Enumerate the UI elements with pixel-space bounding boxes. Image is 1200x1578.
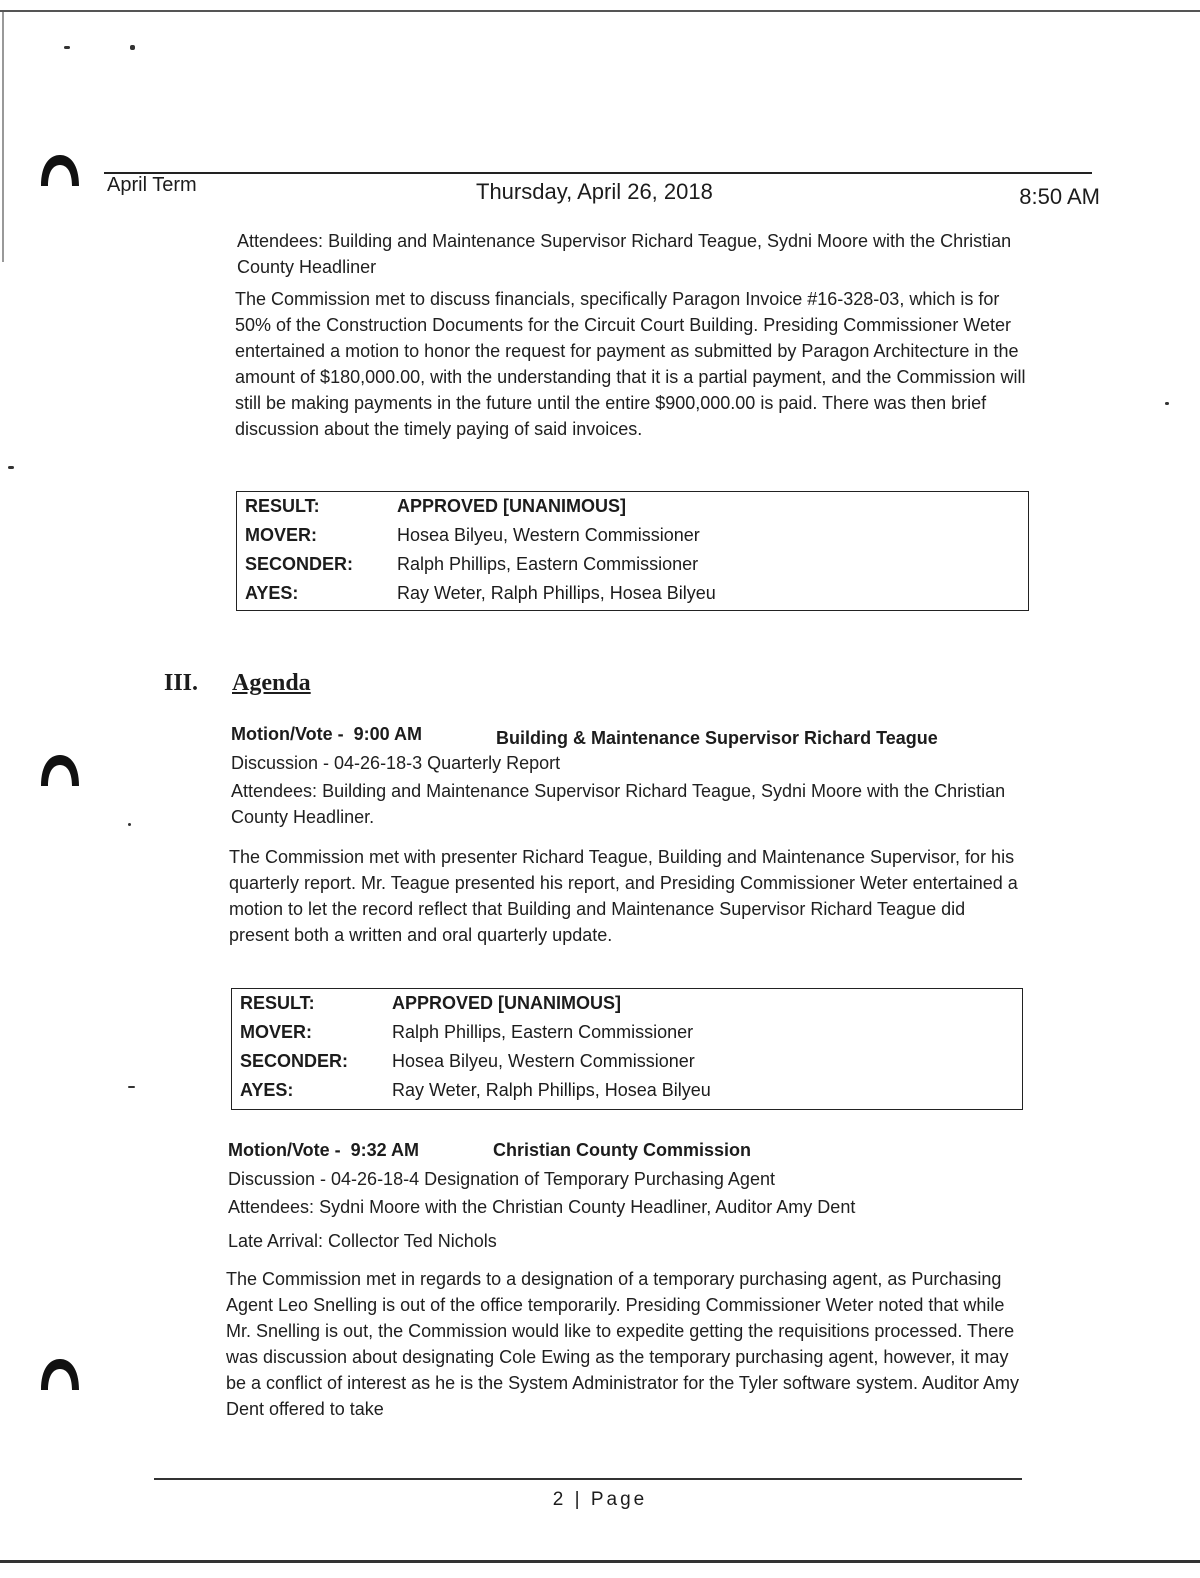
vote-key: AYES: (240, 1080, 294, 1100)
footer-rule (154, 1478, 1022, 1480)
vote-value: Ray Weter, Ralph Phillips, Hosea Bilyeu (397, 583, 716, 603)
vote-row-mover (232, 1018, 1022, 1047)
vote-row-ayes (232, 1076, 1022, 1105)
vote-key: SECONDER: (240, 1051, 349, 1071)
scan-speck (64, 46, 70, 49)
item2-body: The Commission met with presenter Richard Teague, Building and Maintenance Supervisor, for his quarterly report. Mr. Teague presented his report, and Presiding Commissioner Weter entertained a motion to let the record reflect that Building and Maintenance Supervisor Richard Teague did present both a written and oral quarterly update. (229, 847, 1018, 945)
scan-speck (8, 466, 14, 469)
vote-row-result (237, 492, 1028, 521)
vote-key: SECONDER: (245, 554, 354, 574)
vote-key: MOVER: (245, 525, 317, 545)
scan-top-edge (0, 10, 1200, 12)
vote-value: APPROVED [UNANIMOUS] (392, 993, 622, 1013)
item2-attendees: Attendees: Building and Maintenance Supervisor Richard Teague, Sydni Moore with the Christian County Headliner. (231, 781, 1006, 827)
vote-key: AYES: (245, 583, 299, 603)
item3-late-arrival: Late Arrival: Collector Ted Nichols (228, 1231, 497, 1251)
vote-value: Hosea Bilyeu, Western Commissioner (397, 525, 700, 545)
vote-table (236, 491, 1029, 611)
motion-time: 9:00 AM (353, 724, 423, 744)
header-rule (104, 172, 1092, 174)
vote-value: Ralph Phillips, Eastern Commissioner (392, 1022, 694, 1042)
item1-body: The Commission met to discuss financials, specifically Paragon Invoice #16-328-03, which is for 50% of the Construction Documents for the Circuit Court Building. Presiding Commissioner Weter entertained a motion to honor the request for payment as submitted by Paragon Architecture in the amount of $180,000.00, with the understanding that it is a partial payment, and the Commission will still be making payments in the future until the entire $900,000.00 is paid. There was then brief discussion about the timely paying of said invoices. (235, 289, 1026, 439)
header-term: April Term (107, 174, 197, 196)
vote-row-seconder (237, 550, 1028, 579)
vote-row-result (232, 989, 1022, 1018)
vote-row-seconder (232, 1047, 1022, 1076)
item2-discussion: Discussion - 04-26-18-3 Quarterly Report (231, 753, 561, 773)
vote-value: APPROVED [UNANIMOUS] (397, 496, 627, 516)
scan-bottom-edge (0, 1560, 1200, 1563)
section-number: III. (164, 670, 199, 696)
motion-label: Motion/Vote - (228, 1140, 341, 1160)
scan-speck (128, 823, 131, 826)
scan-speck (128, 1086, 135, 1088)
motion-label: Motion/Vote - (231, 724, 344, 744)
scan-left-edge (2, 12, 4, 262)
page-number: 2 | Page (552, 1489, 648, 1510)
scan-speck (1165, 402, 1169, 405)
vote-key: MOVER: (240, 1022, 312, 1042)
scan-speck (130, 45, 135, 50)
item3-presenter: Christian County Commission (493, 1140, 752, 1160)
hole-punch-icon (38, 152, 82, 188)
vote-key: RESULT: (245, 496, 320, 516)
vote-row-mover (237, 521, 1028, 550)
item2-motion-line (231, 724, 422, 745)
section-title: Agenda (232, 670, 311, 696)
vote-key: RESULT: (240, 993, 315, 1013)
item3-motion-line (228, 1140, 419, 1161)
header-date: Thursday, April 26, 2018 (476, 179, 713, 204)
item1-attendees: Attendees: Building and Maintenance Supervisor Richard Teague, Sydni Moore with the Christian County Headliner (237, 231, 1012, 277)
item3-body: The Commission met in regards to a designation of a temporary purchasing agent, as Purchasing Agent Leo Snelling is out of the office temporarily. Presiding Commissioner Weter noted that while Mr. Snelling is out, the Commission would like to expedite getting the requisitions processed. There was discussion about designating Cole Ewing as the temporary purchasing agent, however, it may be a conflict of interest as he is the System Administrator for the Tyler software system. Auditor Amy Dent offered to take (226, 1269, 1020, 1419)
vote-table (231, 988, 1023, 1110)
vote-row-ayes (237, 579, 1028, 608)
item2-presenter: Building & Maintenance Supervisor Richard Teague (496, 728, 938, 748)
header-time: 8:50 AM (1019, 184, 1100, 209)
item3-attendees: Attendees: Sydni Moore with the Christian County Headliner, Auditor Amy Dent (228, 1197, 856, 1217)
vote-value: Ray Weter, Ralph Phillips, Hosea Bilyeu (392, 1080, 711, 1100)
motion-time: 9:32 AM (350, 1140, 420, 1160)
hole-punch-icon (38, 752, 82, 788)
vote-value: Ralph Phillips, Eastern Commissioner (397, 554, 699, 574)
vote-value: Hosea Bilyeu, Western Commissioner (392, 1051, 695, 1071)
item3-discussion: Discussion - 04-26-18-4 Designation of Temporary Purchasing Agent (228, 1169, 775, 1189)
hole-punch-icon (38, 1356, 82, 1392)
